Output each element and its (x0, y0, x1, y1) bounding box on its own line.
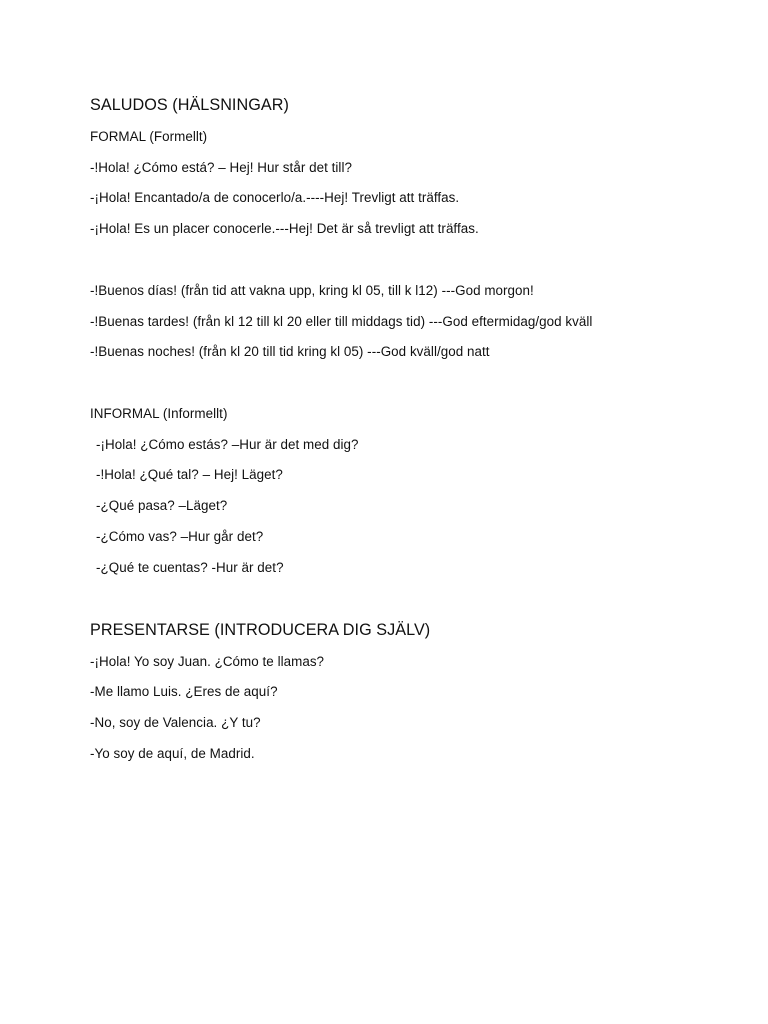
dialogue-line: -Me llamo Luis. ¿Eres de aquí? (90, 684, 278, 699)
informal-line: -!Hola! ¿Qué tal? – Hej! Läget? (96, 467, 283, 482)
subheading-formal: FORMAL (Formellt) (90, 129, 208, 144)
formal-line: -¡Hola! Encantado/a de conocerlo/a.----Hej! Trevligt att träffas. (90, 190, 460, 205)
time-greeting-line: -!Buenas tardes! (från kl 12 till kl 20 eller till middags tid) ---God eftermidag/god kväll (90, 314, 593, 329)
formal-line: -!Hola! ¿Cómo está? – Hej! Hur står det till? (90, 160, 352, 175)
section-heading-saludos: SALUDOS (HÄLSNINGAR) (90, 96, 289, 114)
informal-line: -¿Qué pasa? –Läget? (96, 498, 228, 513)
informal-line: -¿Cómo vas? –Hur går det? (96, 529, 264, 544)
dialogue-line: -No, soy de Valencia. ¿Y tu? (90, 715, 261, 730)
dialogue-line: -Yo soy de aquí, de Madrid. (90, 746, 255, 761)
formal-line: -¡Hola! Es un placer conocerle.---Hej! Det är så trevligt att träffas. (90, 221, 479, 236)
dialogue-line: -¡Hola! Yo soy Juan. ¿Cómo te llamas? (90, 654, 325, 669)
section-heading-presentarse: PRESENTARSE (INTRODUCERA DIG SJÄLV) (90, 621, 431, 639)
informal-line: -¿Qué te cuentas? -Hur är det? (96, 560, 284, 575)
time-greeting-line: -!Buenas noches! (från kl 20 till tid kring kl 05) ---God kväll/god natt (90, 344, 490, 359)
time-greeting-line: -!Buenos días! (från tid att vakna upp, kring kl 05, till k l12) ---God morgon! (90, 283, 534, 298)
informal-line: -¡Hola! ¿Cómo estás? –Hur är det med dig? (96, 437, 359, 452)
subheading-informal: INFORMAL (Informellt) (90, 406, 228, 421)
